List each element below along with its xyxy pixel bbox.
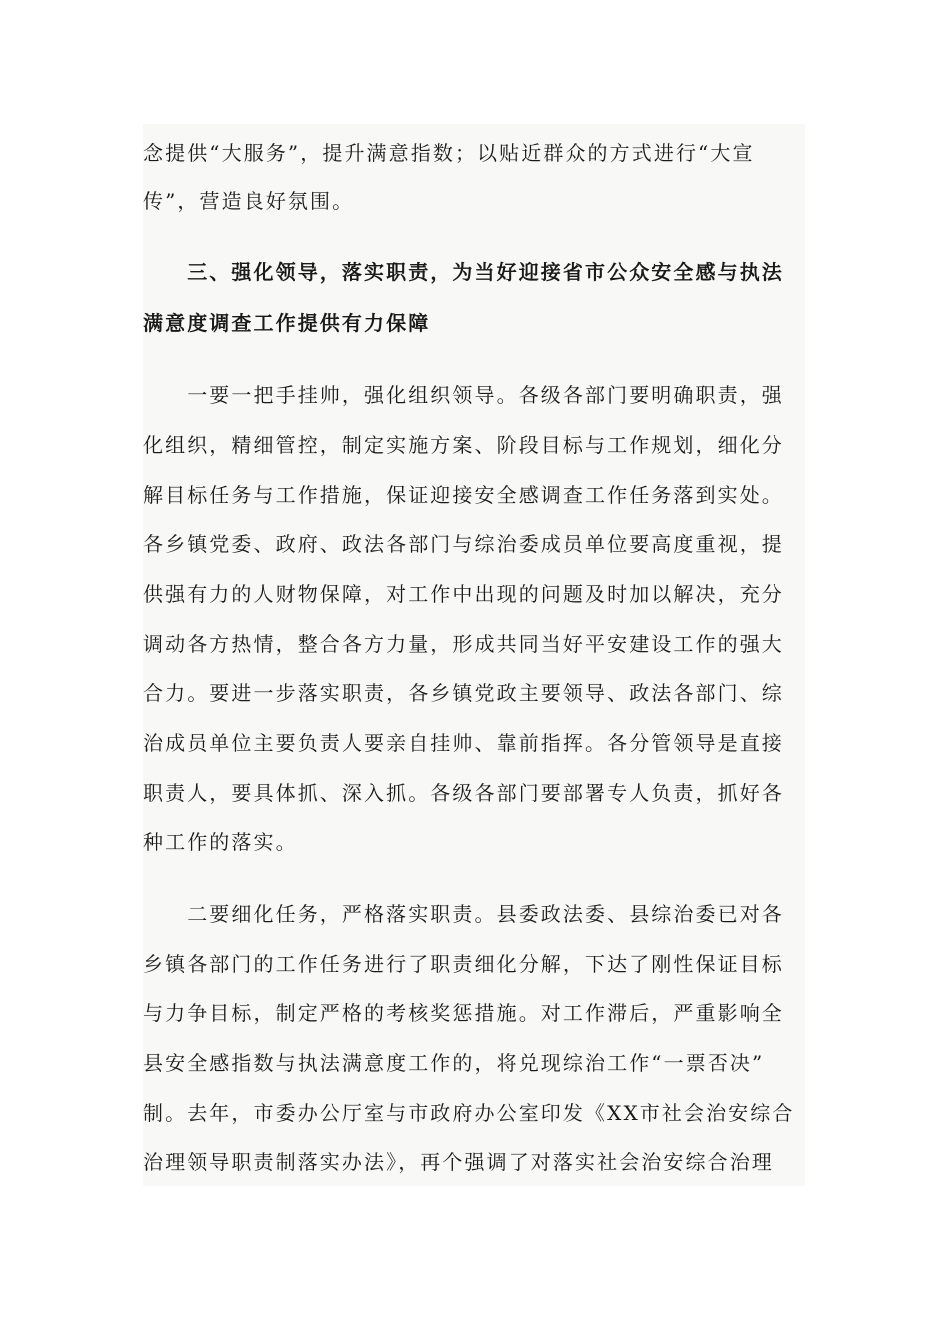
text-line: 治理领导职责制落实办法》，再个强调了对落实社会治安综合治理 xyxy=(143,1150,774,1174)
text-line: 调动各方热情，整合各方力量，形成共同当好平安建设工作的强大 xyxy=(143,632,784,656)
text-line: 与力争目标，制定严格的考核奖惩措施。对工作滞后，严重影响全 xyxy=(143,1001,784,1025)
text-line: 一要一把手挂帅，强化组织领导。各级各部门要明确职责，强 xyxy=(143,383,784,407)
document-body xyxy=(143,124,805,1186)
text-line: 传”，营造良好氛围。 xyxy=(143,189,355,213)
text-line: 治成员单位主要负责人要亲自挂帅、靠前指挥。各分管领导是直接 xyxy=(143,731,784,755)
text-line: 二要细化任务，严格落实职责。县委政法委、县综治委已对各 xyxy=(143,902,784,926)
text-line: 念提供“大服务”，提升满意指数；以贴近群众的方式进行“大宣 xyxy=(143,141,755,165)
text-line: 供强有力的人财物保障，对工作中出现的问题及时加以解决，充分 xyxy=(143,582,784,606)
text-line: 制。去年，市委办公厅室与市政府办公室印发《XX市社会治安综合 xyxy=(143,1101,795,1125)
text-line: 解目标任务与工作措施，保证迎接安全感调查工作任务落到实处。 xyxy=(143,483,784,507)
text-line: 县安全感指数与执法满意度工作的，将兑现综治工作“一票否决” xyxy=(143,1051,765,1075)
text-line: 种工作的落实。 xyxy=(143,830,298,854)
section-heading-line: 满意度调查工作提供有力保障 xyxy=(143,311,431,335)
text-line: 乡镇各部门的工作任务进行了职责细化分解，下达了刚性保证目标 xyxy=(143,952,784,976)
text-line: 各乡镇党委、政府、政法各部门与综治委成员单位要高度重视，提 xyxy=(143,532,784,556)
text-line: 合力。要进一步落实职责，各乡镇党政主要领导、政法各部门、综 xyxy=(143,681,784,705)
text-line: 职责人，要具体抓、深入抓。各级各部门要部署专人负责，抓好各 xyxy=(143,781,784,805)
text-line: 化组织，精细管控，制定实施方案、阶段目标与工作规划，细化分 xyxy=(143,433,784,457)
section-heading-line: 三、强化领导，落实职责，为当好迎接省市公众安全感与执法 xyxy=(143,260,784,284)
